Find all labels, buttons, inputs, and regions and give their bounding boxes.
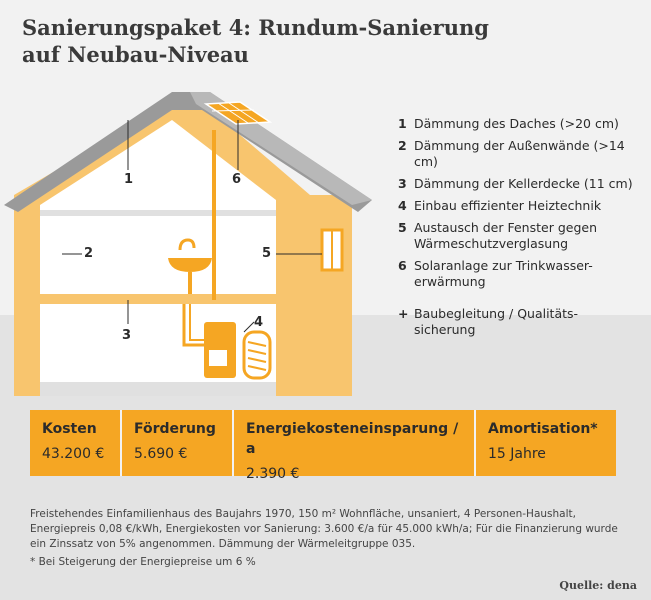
- legend-number: 6: [398, 258, 407, 273]
- legend-item: [398, 116, 638, 132]
- basement-ceiling-insulation: [40, 294, 276, 304]
- table-value: 15 Jahre: [488, 446, 546, 462]
- legend-number: 3: [398, 176, 407, 191]
- legend-item: [398, 176, 638, 192]
- assumptions-note: Freistehendes Einfamilienhaus des Baujahrs 1970, 150 m² Wohnfläche, unsaniert, 4 Personen-Haushalt, Energiepreis 0,08 €/kWh, Energiekosten vor Sanierung: 3.600 €/a für 45.000 kWh/a; Für die Finanzierung wurde ein Zinssatz von 5% angenommen. Dämmung der Wärmeleitgruppe 035.: [30, 508, 618, 550]
- callout-6: 6: [232, 172, 242, 187]
- callout-2: 2: [84, 246, 94, 261]
- cost-table: [30, 410, 616, 482]
- legend-item: [398, 138, 638, 170]
- legend-number: 5: [398, 220, 407, 235]
- legend-text: Solaranlage zur Trinkwasser-erwärmung: [414, 258, 593, 289]
- source-credit: Quelle: dena: [559, 579, 637, 592]
- table-header: Energiekosteneinsparung / a: [246, 421, 459, 457]
- title-line-2: auf Neubau-Niveau: [22, 42, 249, 67]
- callout-4: 4: [254, 315, 264, 330]
- table-cell-foerderung: [122, 410, 234, 476]
- table-value: 2.390 €: [246, 466, 300, 482]
- table-value: 43.200 €: [42, 446, 105, 462]
- storage-tank: [244, 332, 270, 378]
- solar-pipe: [212, 130, 216, 300]
- attic-floor: [40, 210, 276, 216]
- house-illustration: [0, 80, 400, 400]
- legend: [398, 116, 638, 344]
- legend-item: [398, 258, 638, 290]
- legend-number: 1: [398, 116, 407, 131]
- legend-plus: +: [398, 306, 409, 321]
- legend-text: Dämmung der Kellerdecke (11 cm): [414, 176, 633, 191]
- callout-5: 5: [262, 246, 272, 261]
- table-cell-einsparung: [234, 410, 476, 482]
- callout-1: 1: [124, 172, 134, 187]
- table-cell-kosten: [30, 410, 122, 476]
- title-line-1: Sanierungspaket 4: Rundum-Sanierung: [22, 15, 489, 40]
- legend-text: Dämmung des Daches (>20 cm): [414, 116, 619, 131]
- ground: [40, 382, 276, 396]
- legend-text: Einbau effizienter Heiztechnik: [414, 198, 602, 213]
- footnote: * Bei Steigerung der Energiepreise um 6 %: [30, 556, 256, 568]
- page-title: [22, 14, 489, 68]
- table-header: Amortisation*: [488, 421, 598, 437]
- legend-number: 2: [398, 138, 407, 153]
- table-value: 5.690 €: [134, 446, 188, 462]
- legend-text: Austausch der Fenster gegen Wärmeschutzverglasung: [414, 220, 597, 251]
- table-header: Förderung: [134, 421, 216, 437]
- legend-item: [398, 220, 638, 252]
- callout-3: 3: [122, 328, 132, 343]
- table-header: Kosten: [42, 421, 97, 437]
- legend-text: Baubegleitung / Qualitäts-sicherung: [414, 306, 579, 337]
- legend-text: Dämmung der Außenwände (>14 cm): [414, 138, 625, 169]
- table-cell-amortisation: [476, 410, 616, 476]
- legend-number: 4: [398, 198, 407, 213]
- legend-item-extra: [398, 306, 638, 338]
- legend-item: [398, 198, 638, 214]
